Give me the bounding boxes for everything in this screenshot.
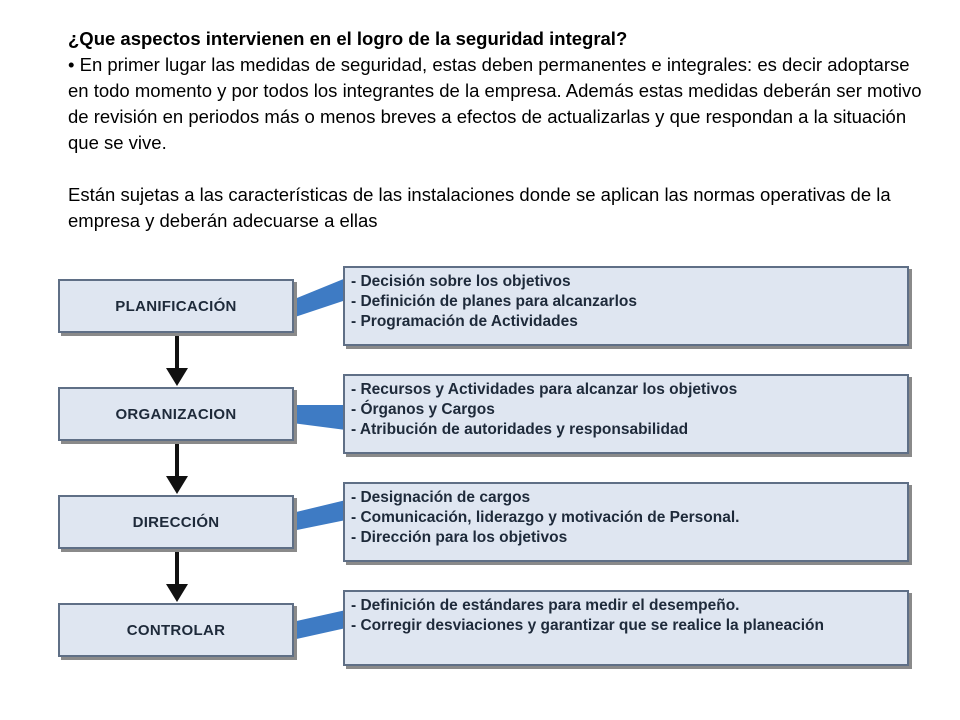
detail-item: - Programación de Actividades [351,313,578,330]
stage-planificacion: PLANIFICACIÓN [58,279,294,333]
connector-organizacion [292,405,346,430]
connector-planificacion [292,278,346,318]
detail-item: - Recursos y Actividades para alcanzar los objetivos [351,381,738,398]
detail-organizacion [343,374,909,454]
detail-item: - Decisión sobre los objetivos [351,273,571,290]
detail-controlar [343,590,909,666]
detail-item: - Dirección para los objetivos [351,529,568,546]
detail-item: - Definición de planes para alcanzarlos [351,293,637,310]
detail-item: - Corregir desviaciones y garantizar que se realice la planeación [351,617,824,634]
arrow-down-icon [166,549,188,602]
detail-item: - Definición de estándares para medir el desempeño. [351,597,740,614]
arrow-down-icon [166,441,188,494]
stage-controlar: CONTROLAR [58,603,294,657]
detail-direccion [343,482,909,562]
detail-item: - Designación de cargos [351,489,531,506]
intro-bullet: • En primer lugar las medidas de seguridad, estas deben permanentes e integrales: es decir adoptarse en todo momento y por todos los integrantes de la empresa. Además estas medidas deberán ser motivo de revisión en periodos más o menos breves a efectos de actualizarlas y que respondan a la situación que se vive. [68,54,922,153]
connector-direccion [292,500,346,531]
detail-planificacion [343,266,909,346]
intro-paragraph: Están sujetas a las características de las instalaciones donde se aplican las normas operativas de la empresa y deberán adecuarse a ellas [68,184,891,231]
detail-item: - Atribución de autoridades y responsabilidad [351,421,689,438]
detail-item: - Comunicación, liderazgo y motivación de Personal. [351,509,740,526]
stage-organizacion: ORGANIZACION [58,387,294,441]
connector-controlar [292,610,346,640]
intro-title: ¿Que aspectos intervienen en el logro de la seguridad integral? [68,28,628,49]
arrow-down-icon [166,333,188,386]
stage-direccion: DIRECCIÓN [58,495,294,549]
detail-item: - Órganos y Cargos [351,401,495,418]
